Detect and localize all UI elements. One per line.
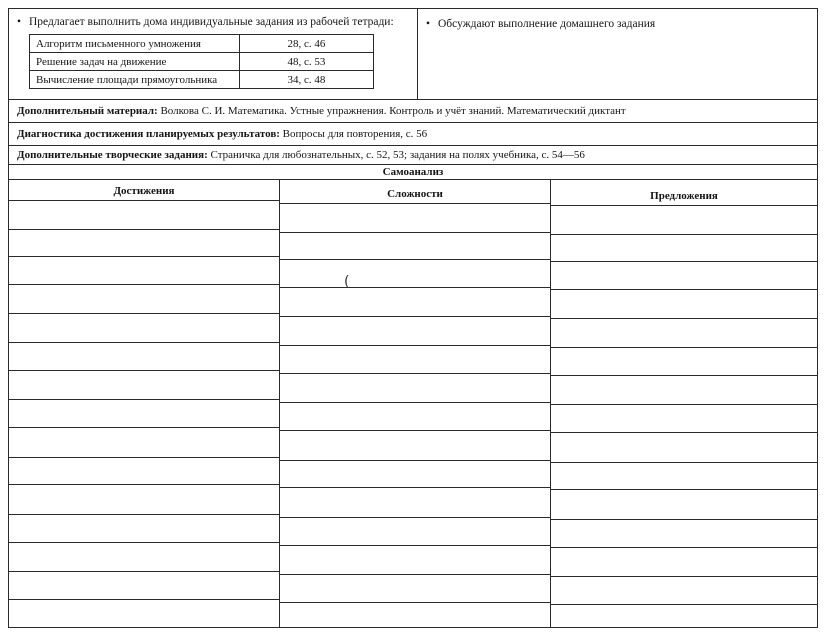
row-line bbox=[551, 432, 817, 433]
column-header: Предложения bbox=[650, 190, 718, 202]
row-line bbox=[9, 542, 279, 543]
row-line bbox=[551, 375, 817, 376]
row-line bbox=[9, 399, 279, 400]
self-analysis-table bbox=[9, 179, 817, 627]
homework-tasks-table bbox=[29, 34, 374, 89]
teacher-activity-cell bbox=[9, 9, 418, 99]
task-page: 48, с. 53 bbox=[240, 53, 374, 71]
row-line bbox=[551, 462, 817, 463]
row-line bbox=[9, 370, 279, 371]
row-line bbox=[280, 545, 550, 546]
row-line bbox=[551, 604, 817, 605]
row-line bbox=[9, 599, 279, 600]
bullet-icon: • bbox=[17, 16, 22, 28]
row-line bbox=[280, 487, 550, 488]
bullet-icon: • bbox=[426, 18, 431, 30]
self-analysis-title: Самоанализ bbox=[9, 165, 817, 180]
difficulties-column bbox=[280, 179, 551, 627]
row-line bbox=[9, 427, 279, 428]
student-activity-cell bbox=[418, 9, 816, 99]
extra-material-value: Волкова С. И. Математика. Устные упражнения. Контроль и учёт знаний. Математический диктант bbox=[160, 105, 626, 117]
row-line bbox=[551, 347, 817, 348]
row-line bbox=[280, 402, 550, 403]
row-line bbox=[551, 547, 817, 548]
homework-section bbox=[9, 9, 817, 100]
row-line bbox=[280, 316, 550, 317]
column-header: Сложности bbox=[387, 188, 443, 200]
row-line bbox=[551, 404, 817, 405]
task-page: 34, с. 48 bbox=[240, 71, 374, 89]
row-line bbox=[9, 229, 279, 230]
task-name: Алгоритм письменного умножения bbox=[30, 35, 240, 53]
row-line bbox=[9, 200, 279, 201]
creative-tasks-row bbox=[9, 146, 817, 165]
row-line bbox=[280, 287, 550, 288]
row-line bbox=[280, 517, 550, 518]
row-line bbox=[9, 342, 279, 343]
column-header: Достижения bbox=[113, 185, 175, 197]
student-homework-text: • Обсуждают выполнение домашнего задания bbox=[426, 18, 656, 30]
row-line bbox=[280, 460, 550, 461]
diagnostics-row bbox=[9, 123, 817, 146]
row-line bbox=[551, 205, 817, 206]
lesson-plan-sheet bbox=[8, 8, 818, 628]
row-line bbox=[551, 234, 817, 235]
task-name: Решение задач на движение bbox=[30, 53, 240, 71]
diagnostics-label: Диагностика достижения планируемых результатов: bbox=[17, 128, 280, 140]
teacher-homework-text: • Предлагает выполнить дома индивидуальные задания из рабочей тетради: bbox=[17, 16, 394, 28]
row-line bbox=[9, 457, 279, 458]
creative-tasks-value: Страничка для любознательных, с. 52, 53; задания на полях учебника, с. 54—56 bbox=[210, 149, 585, 161]
row-line bbox=[280, 232, 550, 233]
row-line bbox=[551, 289, 817, 290]
table-row bbox=[30, 53, 374, 71]
row-line bbox=[280, 430, 550, 431]
row-line bbox=[9, 514, 279, 515]
row-line bbox=[280, 373, 550, 374]
row-line bbox=[280, 259, 550, 260]
row-line bbox=[280, 574, 550, 575]
handwritten-mark: ( bbox=[344, 274, 350, 290]
row-line bbox=[9, 313, 279, 314]
row-line bbox=[551, 519, 817, 520]
table-row bbox=[30, 71, 374, 89]
table-row bbox=[30, 35, 374, 53]
row-line bbox=[9, 484, 279, 485]
suggestions-column bbox=[551, 179, 817, 627]
extra-material-row bbox=[9, 100, 817, 123]
row-line bbox=[280, 602, 550, 603]
row-line bbox=[551, 489, 817, 490]
row-line bbox=[280, 345, 550, 346]
creative-tasks-label: Дополнительные творческие задания: bbox=[17, 149, 208, 161]
row-line bbox=[9, 571, 279, 572]
diagnostics-value: Вопросы для повторения, с. 56 bbox=[282, 128, 428, 140]
row-line bbox=[280, 203, 550, 204]
row-line bbox=[9, 256, 279, 257]
extra-material-label: Дополнительный материал: bbox=[17, 105, 158, 117]
row-line bbox=[551, 261, 817, 262]
task-page: 28, с. 46 bbox=[240, 35, 374, 53]
row-line bbox=[551, 318, 817, 319]
row-line bbox=[551, 576, 817, 577]
achievements-column bbox=[9, 179, 280, 627]
task-name: Вычисление площади прямоугольника bbox=[30, 71, 240, 89]
row-line bbox=[9, 284, 279, 285]
